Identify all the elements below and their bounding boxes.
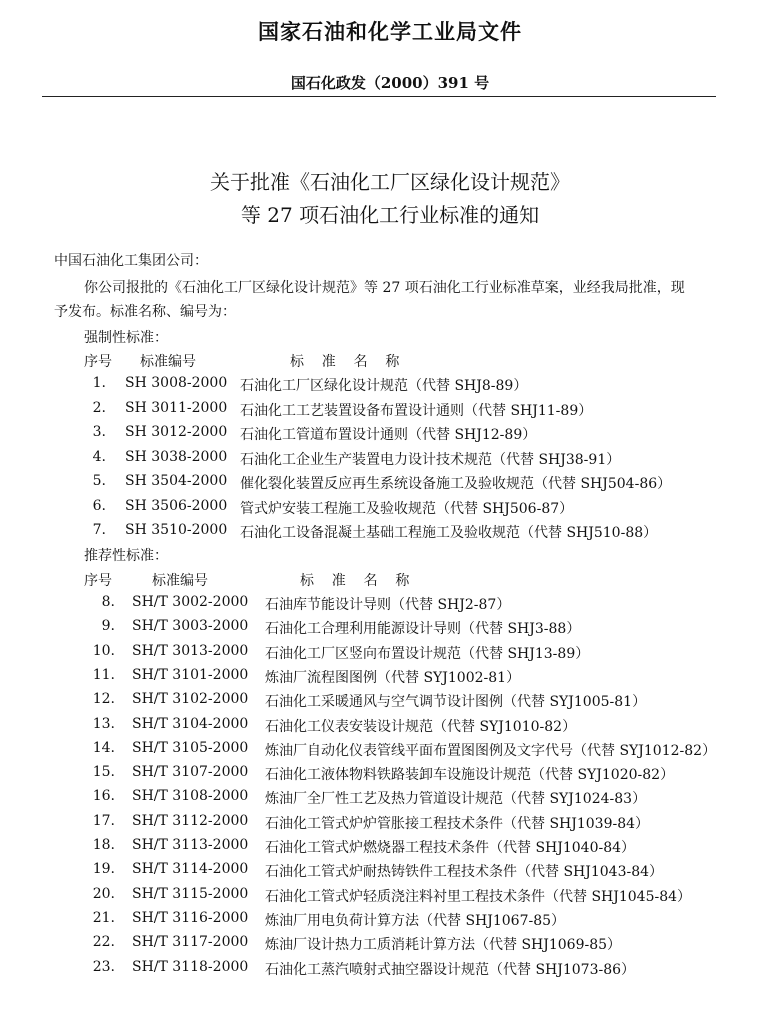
- standard-name: 催化裂化装置反应再生系统设备施工及验收规范（代替 SHJ504-86）: [240, 476, 672, 492]
- mandatory-col-name: 标 准 名 称: [290, 354, 400, 370]
- standard-code: SH/T 3113-2000: [132, 837, 249, 853]
- agency-title: 国家石油和化学工业局文件: [258, 19, 522, 44]
- standard-name: 石油化工蒸汽喷射式抽空器设计规范（代替 SHJ1073-86）: [265, 961, 636, 978]
- standard-seq-number: 9.: [101, 618, 115, 635]
- standard-code: SH/T 3114-2000: [132, 861, 249, 878]
- standard-name: 石油化工管式炉燃烧器工程技术条件（代替 SHJ1040-84）: [265, 840, 636, 856]
- standard-seq-number: 21.: [92, 909, 115, 926]
- paragraph-line-1: 你公司报批的《石油化工厂区绿化设计规范》等 27 项石油化工行业标准草案，业经我局批准，现: [84, 280, 685, 296]
- standard-seq-number: 3.: [92, 424, 106, 440]
- standard-code: SH/T 3105-2000: [132, 739, 249, 756]
- standard-seq-number: 5.: [92, 473, 106, 489]
- mandatory-col-seq: 序号: [84, 354, 112, 370]
- standard-seq-number: 14.: [92, 739, 115, 756]
- document-number: 国石化政发（2000）391 号: [290, 74, 490, 92]
- standard-name: 石油化工厂区绿化设计规范（代替 SHJ8-89）: [240, 378, 528, 394]
- header-divider: [42, 96, 716, 97]
- standard-seq-number: 13.: [92, 715, 115, 732]
- recommended-col-seq: 序号: [84, 573, 112, 589]
- standard-name: 石油化工采暖通风与空气调节设计图例（代替 SYJ1005-81）: [265, 694, 647, 711]
- standard-name: 石油化工仪表安装设计规范（代替 SYJ1010-82）: [265, 718, 577, 735]
- standard-seq-number: 12.: [92, 691, 115, 708]
- addressee: 中国石油化工集团公司：: [54, 253, 208, 269]
- standard-seq-number: 6.: [92, 497, 106, 514]
- standard-code: SH/T 3116-2000: [132, 909, 249, 926]
- standard-seq-number: 17.: [92, 812, 115, 829]
- standard-code: SH/T 3107-2000: [132, 764, 249, 781]
- standard-code: SH/T 3104-2000: [132, 715, 249, 732]
- standard-seq-number: 18.: [92, 837, 115, 853]
- standard-code: SH/T 3003-2000: [132, 618, 249, 635]
- standard-code: SH 3506-2000: [125, 497, 228, 514]
- standard-code: SH/T 3108-2000: [132, 788, 249, 805]
- mandatory-heading: 强制性标准：: [84, 330, 168, 346]
- standard-seq-number: 15.: [92, 764, 115, 781]
- standard-name: 石油化工工艺装置设备布置设计通则（代替 SHJ11-89）: [240, 402, 593, 419]
- paragraph-line-2: 予发布。标准名称、编号为：: [54, 304, 236, 320]
- standard-seq-number: 4.: [92, 448, 106, 465]
- standard-seq-number: 16.: [92, 788, 115, 805]
- standard-code: SH 3504-2000: [125, 473, 228, 489]
- standard-name: 石油化工管式炉耐热铸铁件工程技术条件（代替 SHJ1043-84）: [265, 864, 664, 881]
- standard-name: 炼油厂自动化仪表管线平面布置图图例及文字代号（代替 SYJ1012-82）: [265, 742, 717, 759]
- standard-name: 炼油厂设计热力工质消耗计算方法（代替 SHJ1069-85）: [265, 937, 622, 954]
- standard-name: 炼油厂用电负荷计算方法（代替 SHJ1067-85）: [265, 912, 566, 929]
- standard-name: 石油化工液体物料铁路装卸车设施设计规范（代替 SYJ1020-82）: [265, 767, 675, 784]
- standard-code: SH/T 3013-2000: [132, 642, 249, 659]
- standard-name: 石油化工企业生产装置电力设计技术规范（代替 SHJ38-91）: [240, 451, 621, 468]
- notice-title-line-2: 等 27 项石油化工行业标准的通知: [240, 203, 540, 227]
- standard-code: SH/T 3118-2000: [132, 958, 249, 975]
- standard-code: SH 3008-2000: [125, 375, 228, 391]
- standard-code: SH 3038-2000: [125, 448, 228, 465]
- standard-seq-number: 19.: [92, 861, 115, 878]
- standard-code: SH/T 3117-2000: [132, 934, 249, 951]
- standard-code: SH 3510-2000: [125, 522, 228, 538]
- standard-code: SH/T 3002-2000: [132, 594, 249, 610]
- mandatory-col-code: 标准编号: [140, 354, 196, 370]
- standard-name: 炼油厂流程图图例（代替 SYJ1002-81）: [265, 669, 521, 686]
- standard-name: 石油化工管式炉炉管胀接工程技术条件（代替 SHJ1039-84）: [265, 815, 650, 832]
- standard-seq-number: 11.: [92, 666, 115, 683]
- standard-code: SH 3012-2000: [125, 424, 228, 440]
- standard-name: 石油化工合理利用能源设计导则（代替 SHJ3-88）: [265, 621, 581, 638]
- standard-seq-number: 23.: [92, 958, 115, 975]
- standard-seq-number: 22.: [92, 934, 115, 951]
- standard-seq-number: 8.: [101, 594, 115, 610]
- recommended-col-code: 标准编号: [152, 573, 208, 589]
- standard-name: 石油化工设备混凝土基础工程施工及验收规范（代替 SHJ510-88）: [240, 525, 658, 541]
- standard-code: SH/T 3102-2000: [132, 691, 249, 708]
- standard-name: 管式炉安装工程施工及验收规范（代替 SHJ506-87）: [240, 500, 574, 517]
- recommended-col-name: 标 准 名 称: [300, 573, 410, 589]
- standard-seq-number: 7.: [92, 522, 106, 538]
- standard-name: 炼油厂全厂性工艺及热力管道设计规范（代替 SYJ1024-83）: [265, 791, 647, 808]
- standard-code: SH 3011-2000: [125, 399, 228, 416]
- recommended-heading: 推荐性标准：: [84, 548, 168, 564]
- standard-code: SH/T 3112-2000: [132, 812, 249, 829]
- notice-title-line-1: 关于批准《石油化工厂区绿化设计规范》: [210, 170, 570, 194]
- standard-name: 石油库节能设计导则（代替 SHJ2-87）: [265, 597, 511, 613]
- standard-seq-number: 20.: [92, 885, 115, 902]
- standard-code: SH/T 3115-2000: [132, 885, 249, 902]
- standard-seq-number: 1.: [92, 375, 106, 391]
- standard-seq-number: 2.: [92, 399, 106, 416]
- standard-name: 石油化工管式炉轻质浇注料衬里工程技术条件（代替 SHJ1045-84）: [265, 888, 692, 905]
- standard-seq-number: 10.: [92, 642, 115, 659]
- standard-code: SH/T 3101-2000: [132, 666, 249, 683]
- standard-name: 石油化工管道布置设计通则（代替 SHJ12-89）: [240, 427, 537, 443]
- standard-name: 石油化工厂区竖向布置设计规范（代替 SHJ13-89）: [265, 645, 590, 662]
